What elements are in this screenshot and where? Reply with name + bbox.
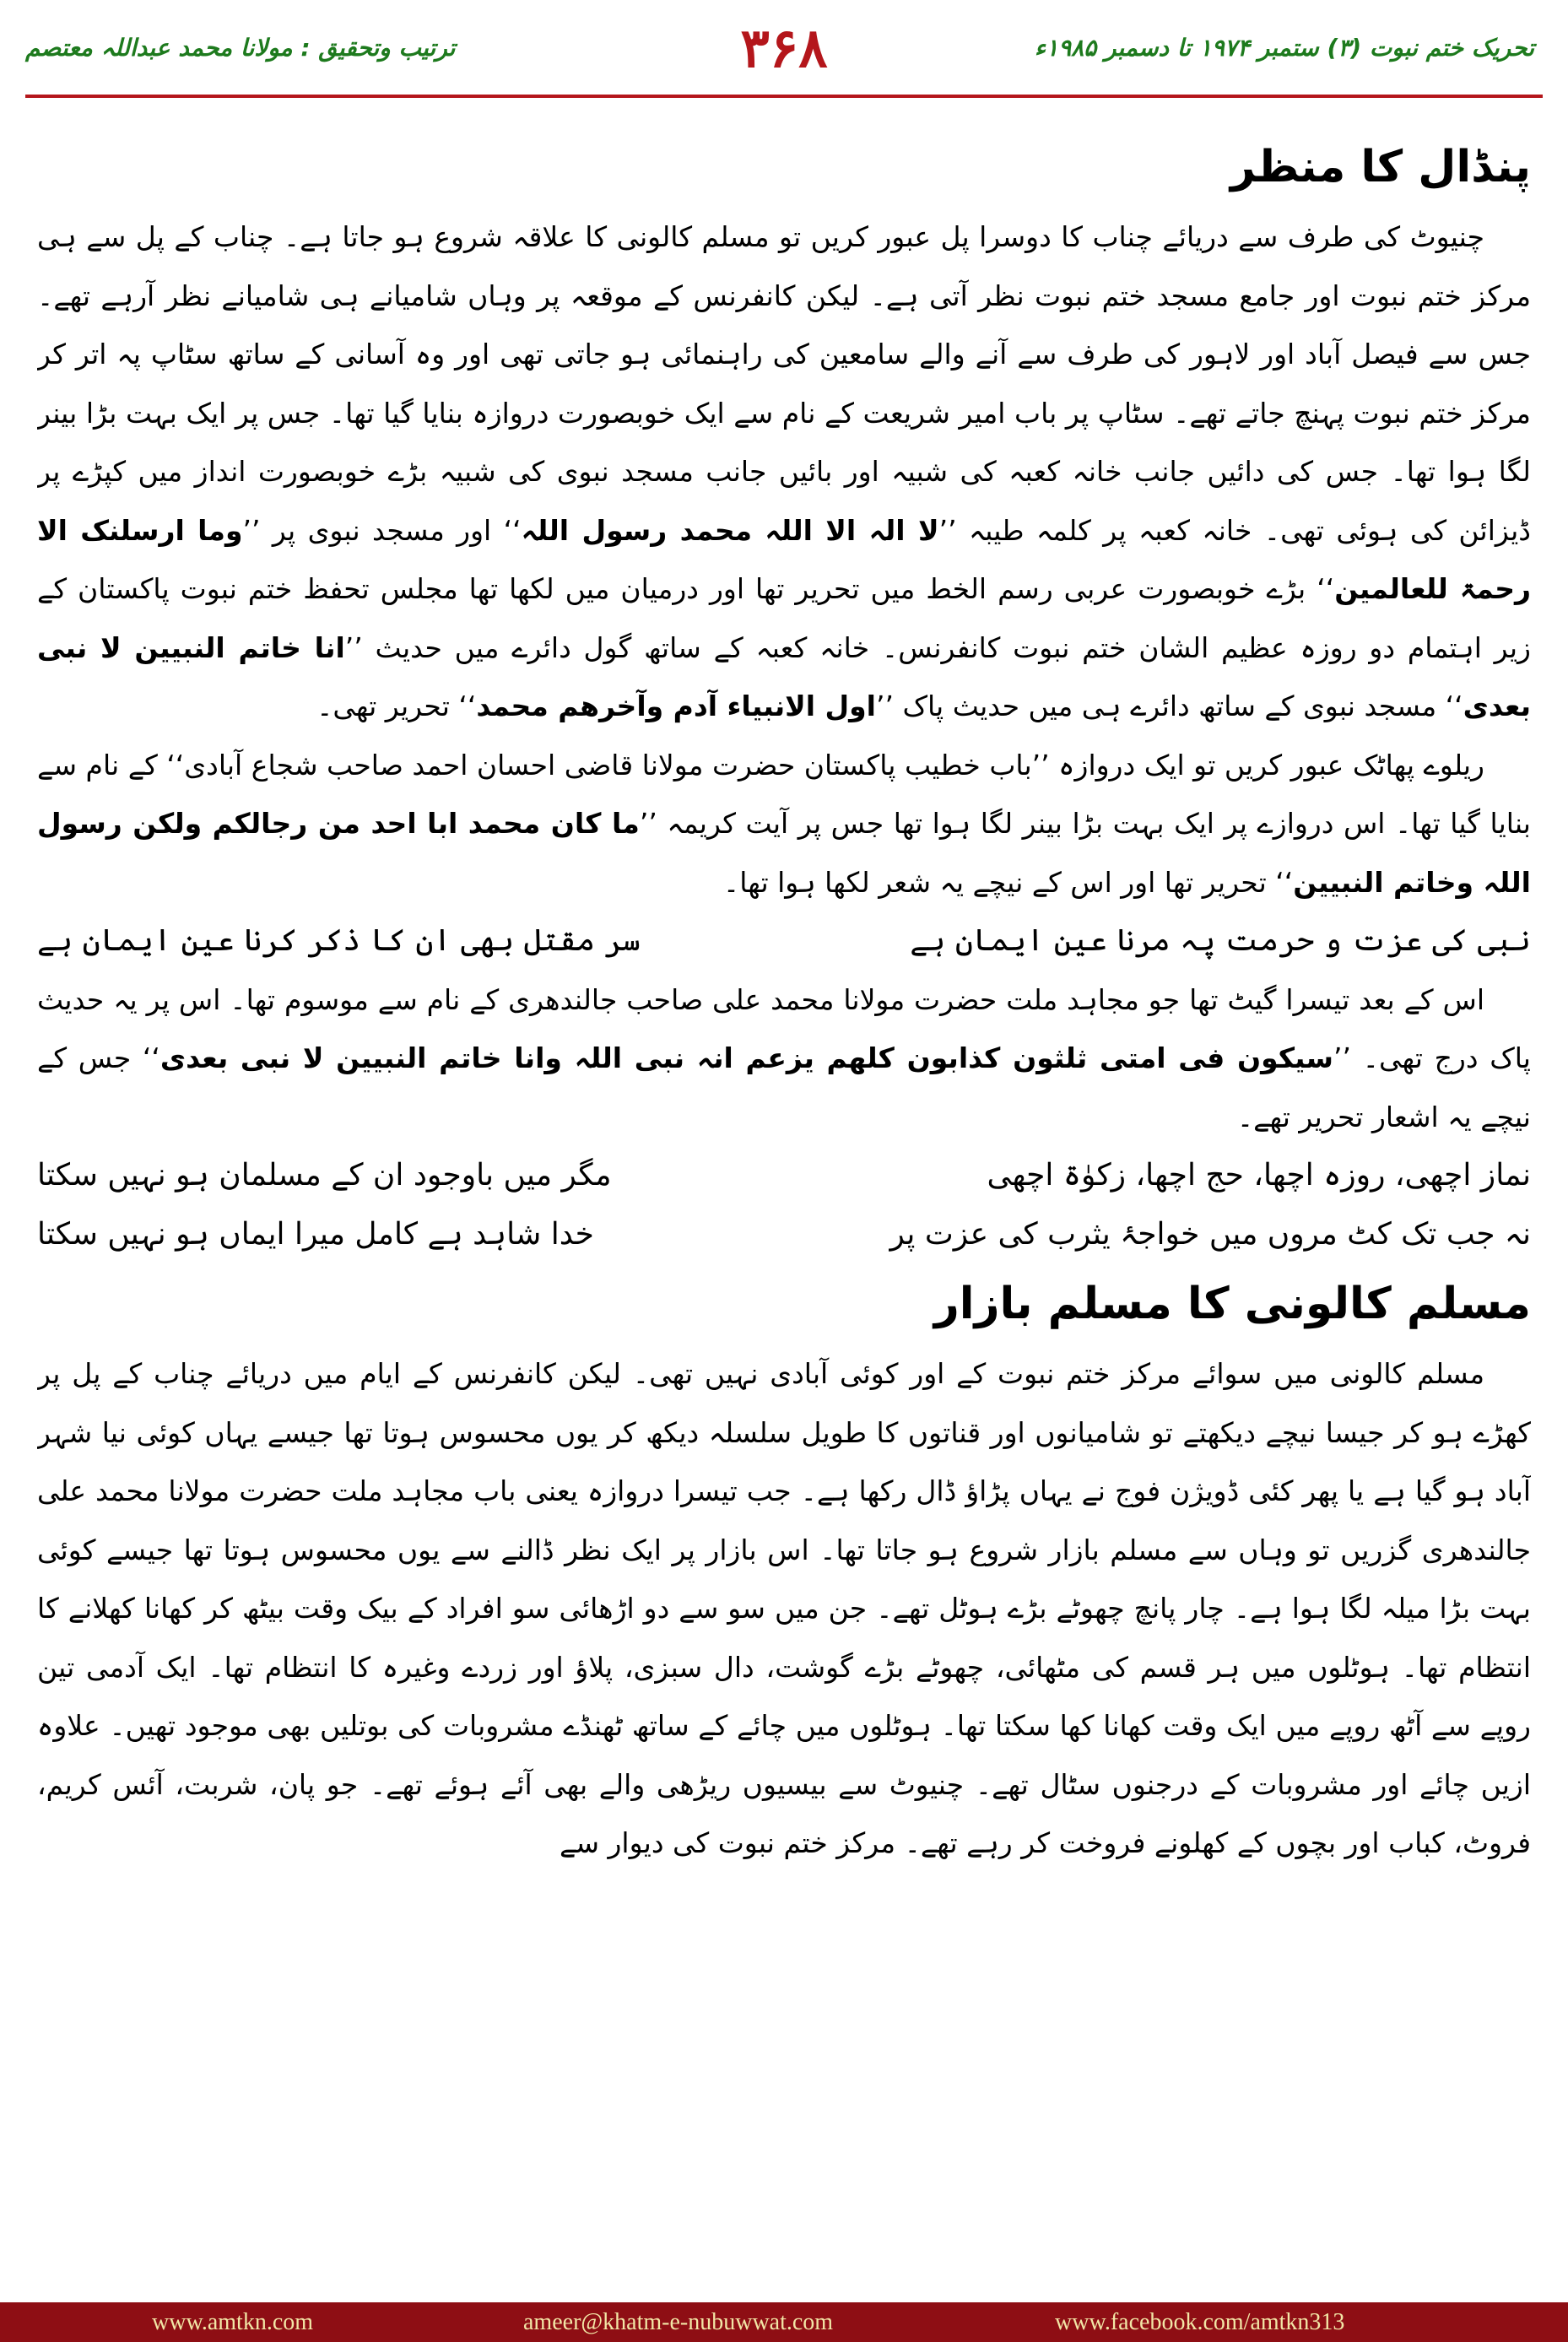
book-title: تحریک ختم نبوت (۳) ستمبر ۱۹۷۴ تا دسمبر ۱۹۸۵ء — [1034, 34, 1534, 62]
paragraph-text: ‘‘ تحریر تھی۔ — [316, 690, 477, 722]
arabic-hadith: اول الانبیاء آدم وآخرھم محمد — [476, 690, 876, 722]
poem-couplet — [37, 1146, 1531, 1205]
couplet-second-hemistich: مگر میں باوجود ان کے مسلمان ہو نہیں سکتا — [37, 1158, 612, 1193]
paragraph-text: ‘‘ جس کے نیچے یہ اشعار تحریر تھے۔ — [37, 1041, 1531, 1133]
page-body — [37, 127, 1531, 2266]
poem-couplet — [37, 1205, 1531, 1264]
couplet-second-hemistich: سر مقتل بھی ان کا ذکر کرنا عین ایمان ہے — [37, 923, 641, 958]
couplet-first-hemistich: نہ جب تک کٹ مروں میں خواجۂ یثرب کی عزت پر — [889, 1216, 1531, 1252]
paragraph-pandal-scene — [37, 208, 1531, 736]
paragraph-text: ‘‘ بڑے خوبصورت عربی رسم الخط میں تحریر تھا اور درمیان میں لکھا تھا مجلس تحفظ ختم نبوت پاکستان کے زیر اہتمام دو روزہ عظیم الشان ختم نبوت کانفرنس۔ خانہ کعبہ کے ساتھ گول دائرے میں حدیث ’’ — [37, 572, 1531, 664]
compiler-credit: ترتیب وتحقیق : مولانا محمد عبداللہ معتصم — [25, 34, 456, 62]
email-link[interactable]: ameer@khatm-e-nubuwwat.com — [523, 2309, 834, 2335]
facebook-link[interactable]: www.facebook.com/amtkn313 — [1055, 2309, 1345, 2335]
section-heading-bazaar: مسلم کالونی کا مسلم بازار — [933, 1279, 1531, 1329]
couplet-second-hemistich: خدا شاہد ہے کامل میرا ایماں ہو نہیں سکتا — [37, 1216, 594, 1252]
paragraph-text: ‘‘ مسجد نبوی کے ساتھ دائرے ہی میں حدیث پاک ’’ — [875, 690, 1463, 722]
paragraph-railway-gate — [37, 736, 1531, 912]
header-divider — [25, 95, 1543, 98]
arabic-verse: وما ارسلنک الا رحمۃ للعالمین — [37, 513, 1531, 605]
page-header — [0, 0, 1568, 101]
paragraph-muslim-bazaar: مسلم کالونی میں سوائے مرکز ختم نبوت کے اور کوئی آبادی نہیں تھی۔ لیکن کانفرنس کے ایام میں دریائے چناب کے پل پر کھڑے ہو کر جیسا نیچے دیکھتے تو شامیانوں اور قناتوں کا طویل سلسلہ دیکھ کر یوں محسوس ہوتا تھا جیسے یہاں کوئی نیا شہر آباد ہو گیا ہے یا پھر کئی ڈویژن فوج نے یہاں پڑاؤ ڈال رکھا ہے۔ جب تیسرا دروازہ یعنی باب مجاہد ملت حضرت مولانا محمد علی جالندھری گزریں تو وہاں سے مسلم بازار شروع ہو جاتا تھا۔ اس بازار پر ایک نظر ڈالنے سے یوں محسوس ہوتا تھا جیسے کوئی بہت بڑا میلہ لگا ہوا ہے۔ چار پانچ چھوٹے بڑے ہوٹل تھے۔ جن میں سو سے دو اڑھائی سو افراد کے بیک وقت بیٹھ کر کھانا کھلانے کا انتظام تھا۔ ہوٹلوں میں ہر قسم کی مٹھائی، چھوٹے بڑے گوشت، دال سبزی، پلاؤ اور زردے وغیرہ کا انتظام تھا۔ ایک آدمی تین روپے سے آٹھ روپے میں ایک وقت کھانا کھا سکتا تھا۔ ہوٹلوں میں چائے کے ساتھ ٹھنڈے مشروبات کی بوتلیں بھی موجود تھیں۔ علاوہ ازیں چائے اور مشروبات کے درجنوں سٹال تھے۔ چنیوٹ سے بیسیوں ریڑھی والے بھی آئے ہوئے تھے۔ جو پان، شربت، آئس کریم، فروٹ، کباب اور بچوں کے کھلونے فروخت کر رہے تھے۔ مرکز ختم نبوت کی دیوار سے — [37, 1357, 1531, 1859]
section-heading-pandal: پنڈال کا منظر — [1230, 142, 1531, 192]
arabic-verse: ما کان محمد ابا احد من رجالکم ولکن رسول اللہ وخاتم النبیین — [37, 807, 1531, 899]
paragraph-third-gate — [37, 971, 1531, 1147]
paragraph-text: چنیوٹ کی طرف سے دریائے چناب کا دوسرا پل عبور کریں تو مسلم کالونی کا علاقہ شروع ہو جاتا ہے۔ چناب کے پل سے ہی مرکز ختم نبوت اور جامع مسجد ختم نبوت نظر آتی ہے۔ لیکن کانفرنس کے موقعہ پر وہاں شامیانے ہی شامیانے نظر آرہے تھے۔ جس سے فیصل آباد اور لاہور کی طرف سے آنے والے سامعین کی راہنمائی ہو جاتی تھی اور وہ آسانی کے ساتھ سٹاپ پہ اتر کر مرکز ختم نبوت پہنچ جاتے تھے۔ سٹاپ پر باب امیر شریعت کے نام سے ایک خوبصورت دروازہ بنایا گیا تھا۔ جس پر ایک بہت بڑا بینر لگا ہوا تھا۔ جس کی دائیں جانب خانہ کعبہ کی شبیہ اور بائیں جانب مسجد نبوی کی شبیہ بڑے خوبصورت انداز میں کپڑے پر ڈیزائن کی ہوئی تھی۔ خانہ کعبہ پر کلمہ طیبہ ’’ — [37, 220, 1531, 547]
paragraph-text: ‘‘ تحریر تھا اور اس کے نیچے یہ شعر لکھا ہوا تھا۔ — [722, 865, 1294, 899]
paragraph-text: ریلوے پھاٹک عبور کریں تو ایک دروازہ ’’باب خطیب پاکستان حضرت مولانا قاضی احسان احمد صاحب شجاع آبادی‘‘ کے نام سے بنایا گیا تھا۔ اس دروازے پر ایک بہت بڑا بینر لگا ہوا تھا جس پر آیت کریمہ ’’ — [37, 748, 1531, 840]
paragraph-text: اس کے بعد تیسرا گیٹ تھا جو مجاہد ملت حضرت مولانا محمد علی صاحب جالندھری کے نام سے موسوم تھا۔ اس پر یہ حدیث پاک درج تھی۔ ’’ — [37, 982, 1531, 1074]
poem-couplet — [37, 911, 1531, 971]
arabic-kalima: لا الہ الا اللہ محمد رسول اللہ — [521, 513, 939, 547]
paragraph-text: ‘‘ اور مسجد نبوی پر ’’ — [242, 513, 522, 547]
page-footer — [0, 2302, 1568, 2342]
page-number: ۳۶۸ — [740, 17, 828, 80]
couplet-first-hemistich: نماز اچھی، روزہ اچھا، حج اچھا، زکوٰۃ اچھی — [987, 1158, 1531, 1193]
arabic-hadith: سیکون فی امتی ثلثون کذابون کلھم یزعم انہ نبی اللہ وانا خاتم النبیین لا نبی بعدی — [160, 1041, 1333, 1074]
couplet-first-hemistich: نبی کی عزت و حرمت پہ مرنا عین ایمان ہے — [910, 923, 1531, 958]
website-link[interactable]: www.amtkn.com — [152, 2309, 314, 2335]
arabic-hadith: انا خاتم النبیین لا نبی بعدی — [37, 630, 1531, 722]
